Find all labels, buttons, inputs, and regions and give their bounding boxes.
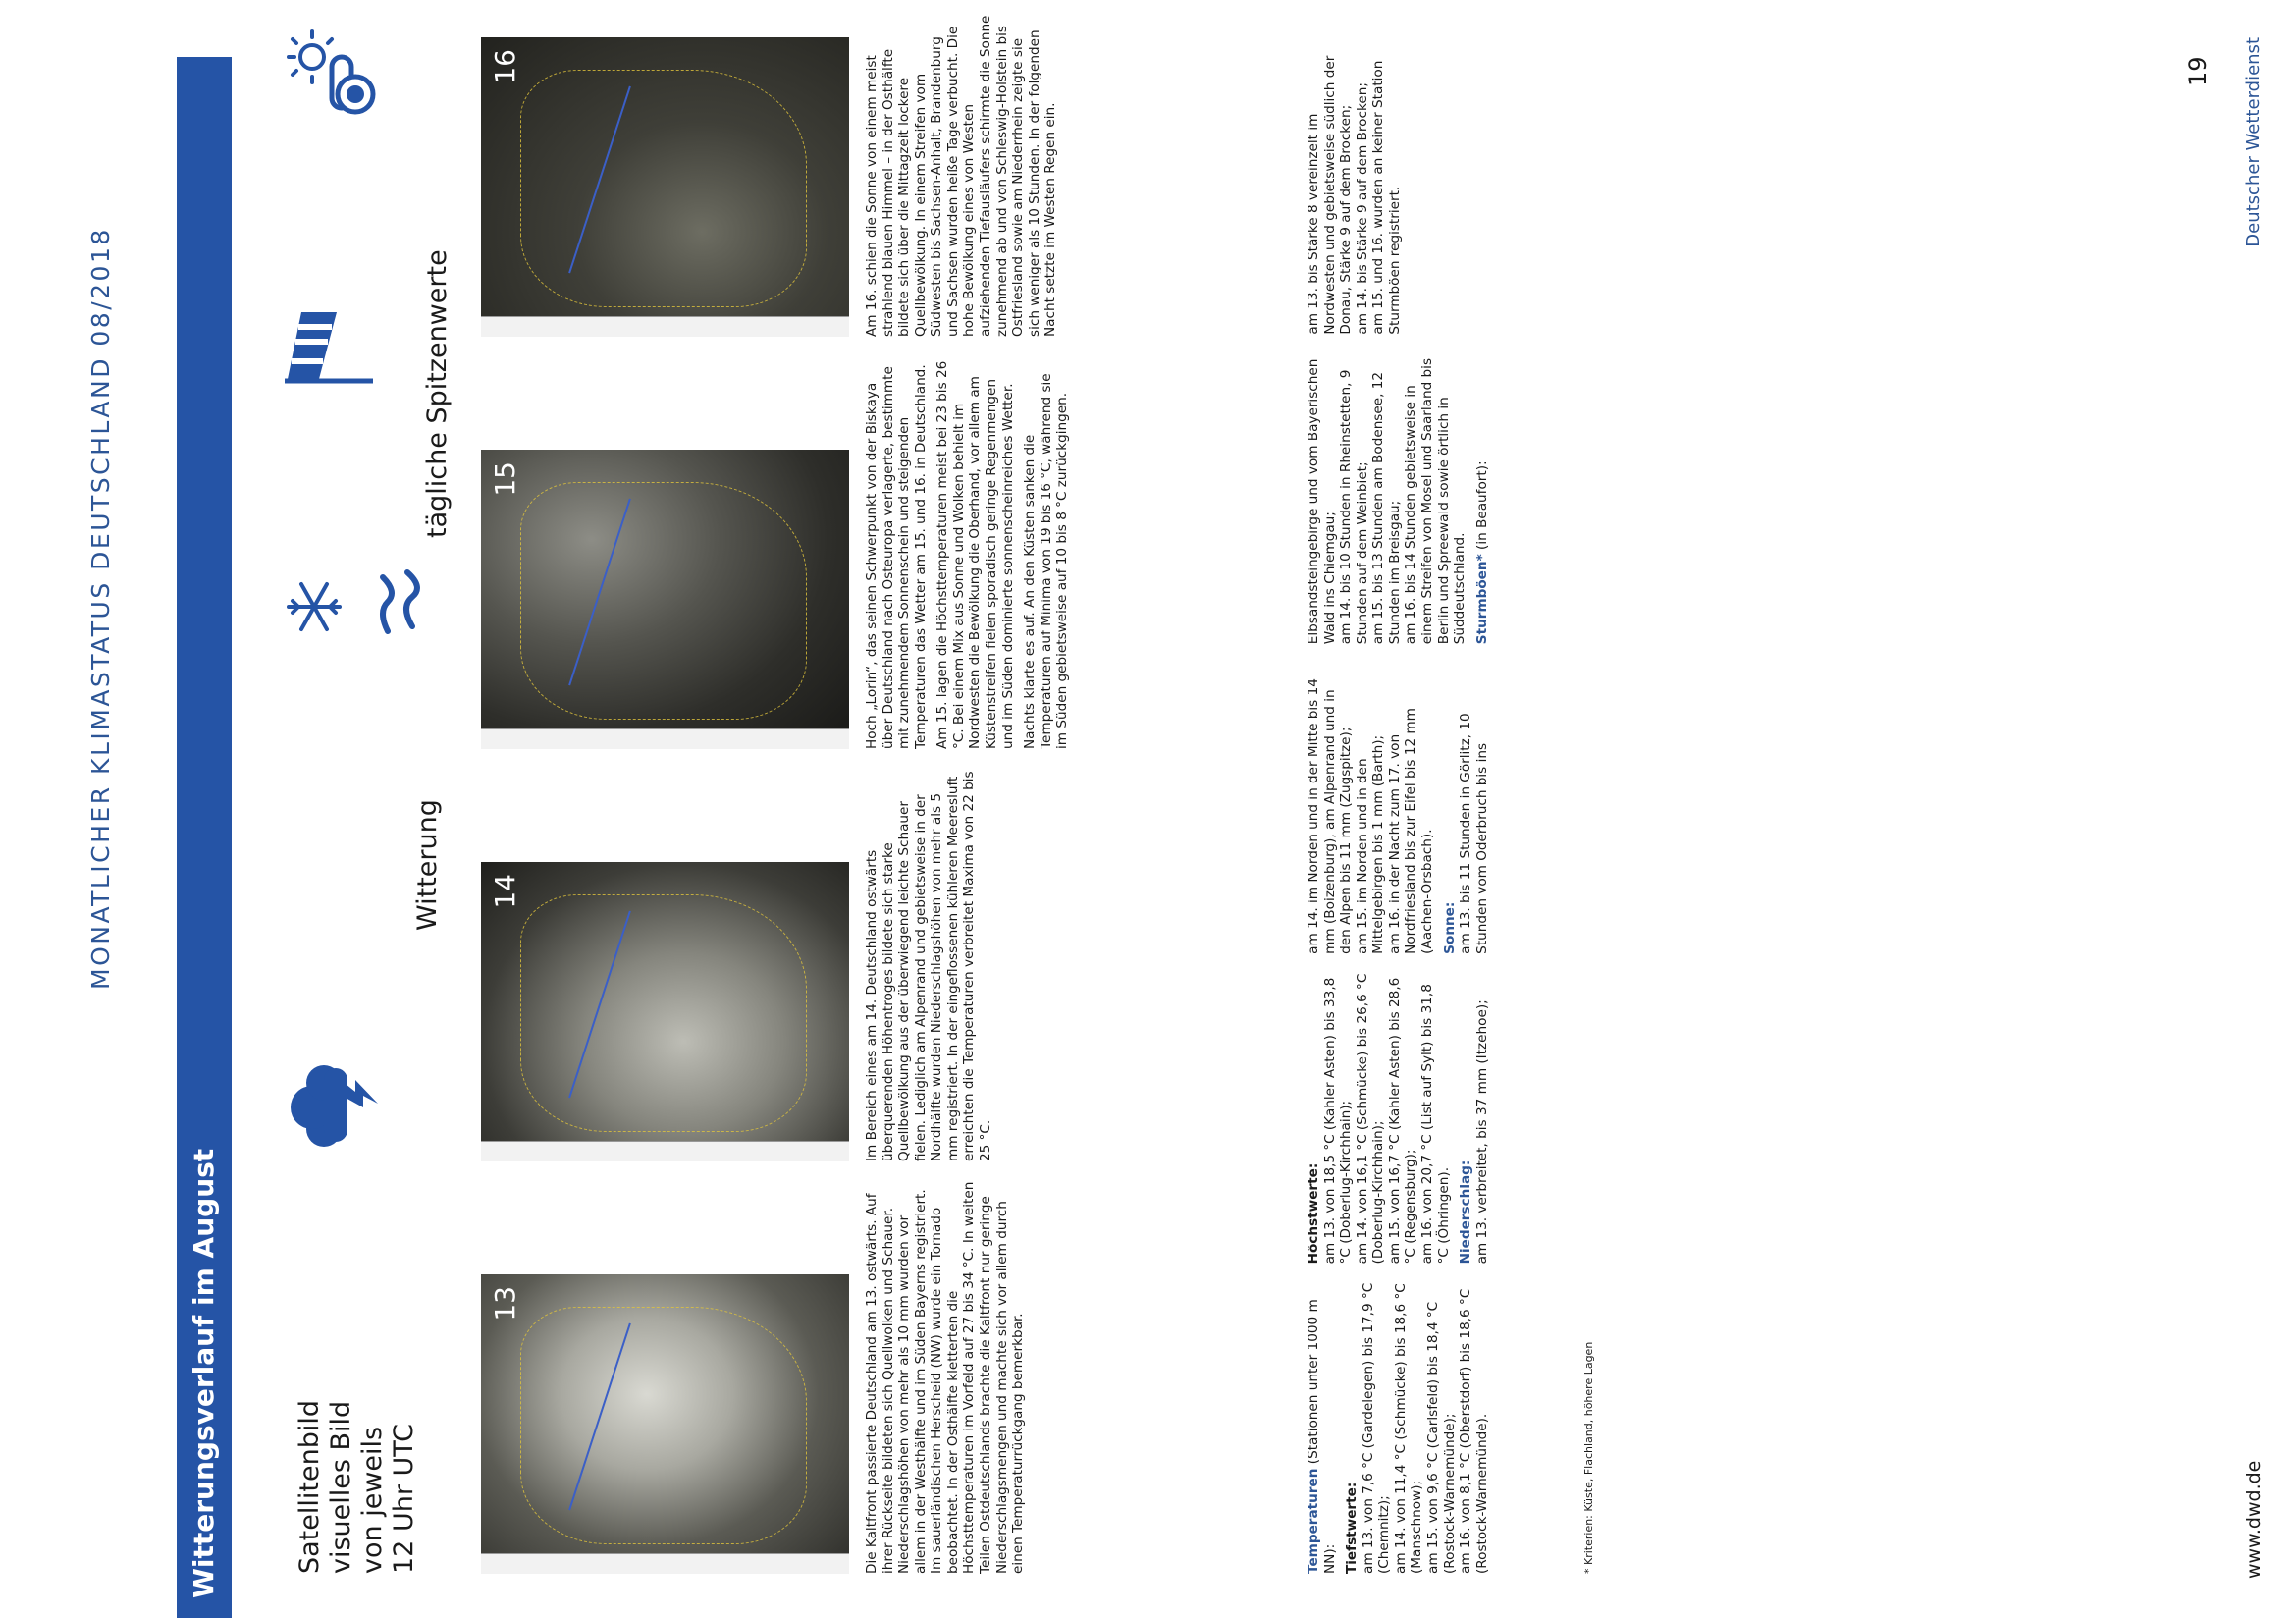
gust-value: am 14. bis Stärke 9 auf dem Brocken; [1354, 82, 1370, 335]
sunshine-value: am 13. bis 11 Stunden in Görlitz, 10 Stunden vom Oderbruch bis ins Elbsandsteingebirge und vom Bayerischen Wald ins Chiemgau; [1306, 358, 1490, 954]
sunshine-heading: Sonne: [1441, 901, 1458, 954]
sunshine-value: am 16. bis 14 Stunden gebietsweise in einem Streifen von Mosel und Saarland bis Berlin und Spreewald sowie örtlich in Süddeutschland. [1403, 357, 1468, 645]
footer-right: Deutscher Wetterdienst [2243, 37, 2264, 247]
weather-column-heading: Witterung [412, 799, 443, 931]
footer-left: www.dwd.de [2243, 1460, 2265, 1579]
precipitation-value: am 14. im Norden und in der Mitte bis 14 mm (Boizenburg), am Alpenrand und in den Alpen bis 11 mm (Zugspitze); [1306, 678, 1355, 954]
page-header: MONATLICHER KLIMASTATUS DEUTSCHLAND 08/2018 [86, 227, 115, 990]
satellite-day-label: 15 [489, 461, 521, 497]
min-value: am 15. von 9,6 °C (Carlsfeld) bis 18,4 °C (Rostock-Warnemünde); [1425, 1301, 1458, 1574]
sunshine-value: am 14. bis 10 Stunden in Rheinstetten, 9 Stunden auf dem Weinbiet; [1338, 369, 1370, 645]
weather-paragraph: Am 16. schien die Sonne von einem meist strahlend blauen Himmel – in der Osthälfte bildete sich über die Mittagzeit lockere Quellbewölkung. In einem Streifen vom Südwesten bis Sachsen-Anhalt, Brandenburg und Sachsen wurden heiße Tage verbucht. Die hohe Bewölkung eines von Westen aufziehenden Tiefausläufers schirmte die Sonne zunehmend ab und von Schleswig-Holstein bis Ostfriesland sowie am Niederrhein zeigte sie sich weniger als 10 Stunden. In der folgenden Nacht setzte im Westen Regen ein. [864, 15, 1059, 337]
precipitation-heading: Niederschlag: [1458, 1160, 1474, 1265]
page-number: 19 [2184, 56, 2212, 86]
gust-value: am 13. bis Stärke 8 vereinzelt im Nordwesten und gebietsweise südlich der Donau, Stärke 9 auf dem Brocken; [1306, 55, 1355, 335]
gust-label: Sturmböen* [1473, 554, 1490, 645]
weather-paragraph: Am 15. lagen die Höchsttemperaturen meist bei 23 bis 26 °C. Bei einem Mix aus Sonne und Wolken behielt im Nordwesten die Bewölkung die Oberhand, vor allem am Küstenstreifen fielen sporadisch geringe Regenmengen und im Süden dominierte sonnenscheinreiches Wetter. [934, 360, 1016, 749]
satellite-day-label: 14 [489, 874, 521, 909]
sunshine-value: am 15. bis 13 Stunden am Bodensee, 12 Stunden im Breisgau; [1370, 371, 1403, 645]
satellite-day-label: 13 [489, 1286, 521, 1321]
satellite-heading-line: visuelles Bild [325, 1400, 356, 1574]
max-value: am 13. von 18,5 °C (Kahler Asten) bis 33,8 °C (Doberlug-Kirchhain); [1321, 977, 1355, 1265]
min-heading: Tiefstwerte: [1344, 1482, 1361, 1574]
temperature-note: (Stationen unter 1000 m NN): [1306, 1299, 1338, 1574]
gust-note: (in Beaufort): [1473, 460, 1490, 555]
satellite-day-label: 16 [489, 49, 521, 84]
precipitation-value: am 16. in der Nacht zum 17. von Nordfriesland bis zur Eifel bis 12 mm (Aachen-Orsbach). [1386, 708, 1436, 954]
min-value: am 16. von 8,1 °C (Oberstdorf) bis 18,6 °C (Rostock-Warnemünde). [1458, 1288, 1490, 1574]
satellite-heading-line: von jeweils [356, 1426, 388, 1574]
weather-paragraph: Die Kaltfront passierte Deutschland am 13. ostwärts. Auf ihrer Rückseite bildeten sich Quellwolken und Schauer. Niederschlagshöhen von mehr als 10 mm wurden vor allem in der Westhälfte und im Süden Bayerns registriert. Im sauerländischen Herscheid (NW) wurde ein Tornado beobachtet. In der Osthälfte kletterten die Höchsttemperaturen im Vorfeld auf 27 bis 34 °C. In weiten Teilen Ostdeutschlands brachte die Kaltfront nur geringe Niederschlagsmengen und machte sich vor allem durch einen Temperaturrückgang bemerkbar. [864, 1181, 1027, 1574]
max-value: am 14. von 16,1 °C (Schmücke) bis 26,6 °C (Doberlug-Kirchhain); [1354, 973, 1387, 1265]
max-heading: Höchstwerte: [1306, 1162, 1321, 1265]
satellite-heading-line: 12 Uhr UTC [388, 1423, 419, 1574]
min-value: am 13. von 7,6 °C (Gardelegen) bis 17,9 °C (Chemnitz); [1360, 1282, 1393, 1574]
weather-paragraph: Hoch „Lorin“, das seinen Schwerpunkt von der Biskaya über Deutschland nach Osteuropa verlagerte, bestimmte mit zunehmendem Sonnenschein und steigenden Temperaturen das Wetter am 15. und 16. in Deutschland. [864, 364, 929, 749]
weather-paragraph: Im Bereich eines am 14. Deutschland ostwärts überquerenden Höhentroges bildete sich starke Quellbewölkung aus der überwiegend leichte Schauer fielen. Lediglich am Alpenrand und gebietsweise in der Nordhälfte wurden Niederschlagshöhen von mehr als 5 mm registriert. In der eingeflossenen kühleren Meeresluft erreichten die Temperaturen verbreitet Maxima von 22 bis 25 °C. [864, 771, 994, 1161]
peak-values-column-heading: tägliche Spitzenwerte [422, 249, 453, 538]
precipitation-value: am 13. verbreitet, bis 37 mm (Itzehoe); [1473, 999, 1490, 1265]
gust-value: am 15. und 16. wurden an keiner Station Sturmböen registriert. [1370, 60, 1403, 335]
section-title: Witterungsverlauf im August [187, 1148, 220, 1598]
weather-paragraph: Nachts klarte es auf. An den Küsten sanken die Temperaturen auf Minima von 19 bis 16 °C, während sie im Süden gebietsweise auf 10 bis 8 °C zurückgingen. [1022, 373, 1071, 749]
max-value: am 15. von 16,7 °C (Kahler Asten) bis 28,6 °C (Regensburg); [1386, 977, 1419, 1265]
max-value: am 16. von 20,7 °C (List auf Sylt) bis 31,8 °C (Öhringen). [1419, 984, 1452, 1265]
precipitation-value: am 15. im Norden und in den Mittelgebirgen bis 1 mm (Barth); [1354, 734, 1387, 954]
temperature-label: Temperaturen [1306, 1468, 1321, 1574]
satellite-heading-line: Satellitenbild [294, 1400, 325, 1574]
footnote: * Kriterien: Küste, Flachland, höhere Lagen [1582, 1341, 1595, 1574]
min-value: am 14. von 11,4 °C (Schmücke) bis 18,6 °C (Manschnow); [1392, 1283, 1425, 1574]
